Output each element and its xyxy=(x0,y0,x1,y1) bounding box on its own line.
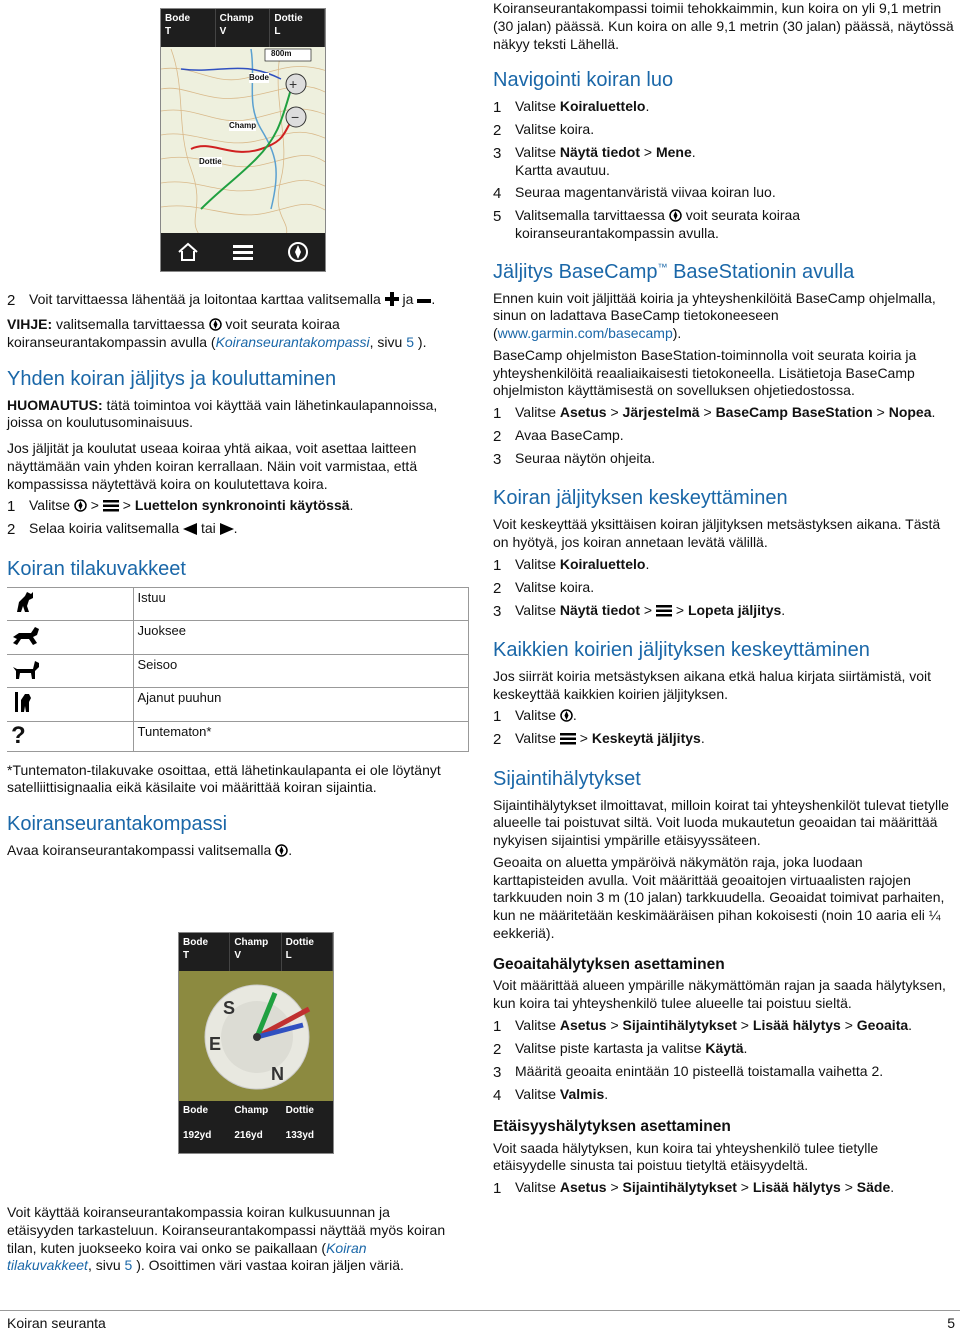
step-word: Valitse xyxy=(515,404,560,421)
step-number: 4 xyxy=(493,184,502,202)
separator: > xyxy=(606,1016,623,1033)
dog-name: Bode xyxy=(165,13,190,24)
step-number: 2 xyxy=(493,1040,502,1058)
step xyxy=(493,556,955,575)
para-text: , sivu xyxy=(87,1257,125,1274)
page-footer xyxy=(0,1310,960,1334)
step-word: tai xyxy=(200,520,216,537)
menu-icon xyxy=(103,499,119,512)
separator: > xyxy=(606,404,623,421)
separator: > xyxy=(872,404,889,421)
step-number: 4 xyxy=(493,1087,502,1104)
right-column xyxy=(493,0,955,1202)
dog-name: Champ xyxy=(219,13,254,24)
step-word: Valitse xyxy=(515,707,556,724)
step-text xyxy=(515,556,649,575)
paragraph: Sijaintihälytykset ilmoittavat, milloin koirat tai yhteyshenkilöt tulevat tietylle alueelle tai poistuvat siltä. Voit luoda mukautetun geoaidan tai määrittää nykyisen sijaintisi ympärille etäisyyssäteen. xyxy=(493,796,949,849)
paragraph: Voit keskeyttää yksittäisen koiran jäljityksen metsästyksen aikana. Tästä on hyötyä, jos koiran annetaan levätä välillä. xyxy=(493,516,941,550)
menu-item: Lisää hälytys xyxy=(752,1016,841,1033)
menu-item: Asetus xyxy=(559,404,607,421)
step-number: 1 xyxy=(493,556,502,574)
heading-part: BaseStationin avulla xyxy=(667,260,855,283)
step xyxy=(493,207,955,243)
step-text: Määritä geoaita enintään 10 pisteellä toistamalla vaihetta 2. xyxy=(515,1062,884,1079)
step xyxy=(7,520,455,539)
dog-dir: T xyxy=(165,26,172,37)
step xyxy=(493,121,955,140)
compass-icon xyxy=(669,209,682,222)
step-word: Valitse xyxy=(515,601,560,618)
menu-item: BaseCamp BaseStation xyxy=(715,404,873,421)
punct: . xyxy=(604,1086,609,1102)
menu-item: Koiraluettelo xyxy=(559,555,646,572)
step xyxy=(493,1086,955,1105)
compass-icon xyxy=(560,709,573,722)
para-text: ). Osoittimen väri vastaa koiran jäljen väriä. xyxy=(132,1257,404,1274)
tip-text: ). xyxy=(414,333,427,350)
link-status-icons[interactable]: Koiran tilakuvakkeet xyxy=(7,1239,367,1274)
step xyxy=(493,184,955,203)
distance-bar xyxy=(179,1101,333,1153)
distance-value: 216yd xyxy=(234,1129,263,1141)
dog-name: Champ xyxy=(234,1105,269,1116)
compass-distance-para: Koiranseurantakompassi toimii tehokkaimmin, kun koira on yli 9,1 metrin (30 jalan) päässä. Kun koira on alle 9,1 metrin (30 jalan) päässä, näytössä näkyy teksti Lähellä. xyxy=(493,0,954,52)
compass-para xyxy=(7,1204,455,1275)
dog-standing-icon xyxy=(11,657,41,681)
step xyxy=(493,602,955,621)
svg-text:+: + xyxy=(289,76,298,92)
menu-item: Valmis xyxy=(559,1086,605,1102)
dog-name: Dottie xyxy=(285,937,314,948)
step-number: 2 xyxy=(493,731,502,749)
table-row xyxy=(7,688,469,722)
punct: . xyxy=(700,730,705,747)
heading-stop-tracking: Koiran jäljityksen keskeyttäminen xyxy=(493,487,788,510)
paragraph xyxy=(493,290,955,343)
step-number: 1 xyxy=(493,1180,502,1198)
step-text: Avaa BaseCamp. xyxy=(515,427,624,444)
minus-icon xyxy=(417,296,431,306)
step-text xyxy=(515,1179,894,1198)
separator: > xyxy=(575,730,592,747)
dog-cell[interactable] xyxy=(282,933,333,971)
heading-single-dog: Yhden koiran jäljitys ja kouluttaminen xyxy=(7,367,337,390)
compass-letter: S xyxy=(223,998,236,1018)
dog-sitting-icon xyxy=(11,590,37,614)
link-page[interactable]: 5 xyxy=(124,1257,133,1274)
plus-icon xyxy=(385,292,399,306)
map-screenshot xyxy=(160,8,326,272)
step-number: 1 xyxy=(493,708,502,726)
dog-name: Bode xyxy=(183,1105,208,1116)
status-label: Istuu xyxy=(133,587,469,621)
dog-name: Dottie xyxy=(274,13,303,24)
home-icon[interactable] xyxy=(177,242,199,262)
dog-treed-icon xyxy=(11,690,37,714)
step-word: Valitse xyxy=(515,98,560,115)
menu-item: Asetus xyxy=(559,1179,607,1196)
tip-text: voit seurata koiraa koiranseurantakompassin avulla ( xyxy=(7,316,340,350)
heading-navigate: Navigointi koiran luo xyxy=(493,69,674,92)
step-number: 2 xyxy=(493,122,502,140)
step-number: 5 xyxy=(493,207,502,225)
step-word: Valitse xyxy=(515,555,560,572)
menu-item: Sijaintihälytykset xyxy=(622,1179,737,1196)
zoom-tail: ja xyxy=(402,291,414,307)
para-text: Voit käyttää koiranseurantakompassia koiran kulkusuunnan ja etäisyyden tarkasteluun. Koiranseurantakompassi näyttää myös koiran tilan, kuten juokseeko koira vai onko se paikallaan ( xyxy=(7,1204,446,1256)
tip-label: VIHJE: xyxy=(7,316,53,333)
step xyxy=(493,1040,955,1059)
step-text xyxy=(515,207,955,243)
menu-item: Lisää hälytys xyxy=(752,1179,841,1196)
separator: > xyxy=(640,601,656,618)
status-icon-cell xyxy=(7,688,133,722)
dog-cell[interactable] xyxy=(216,9,271,47)
step-text: Seuraa magentanväristä viivaa koiran luo. xyxy=(515,183,776,200)
punct: . xyxy=(908,1016,913,1033)
step-text: Valitse koira. xyxy=(515,121,595,138)
status-label: Seisoo xyxy=(133,654,469,688)
dog-cell[interactable] xyxy=(179,933,230,971)
para-text: Ennen kuin voit jäljittää koiria ja yhteyshenkilöitä BaseCamp ohjelmalla, sinun on ladattava BaseCamp tietokoneeseen ( xyxy=(493,289,936,342)
map-toolbar xyxy=(161,233,325,271)
footer-section: Koiran seuranta xyxy=(7,1315,106,1331)
step xyxy=(493,1179,955,1198)
zoom-text: Voit tarvittaessa lähentää ja loitontaa karttaa valitsemalla xyxy=(29,291,381,307)
step-text xyxy=(515,1040,747,1059)
status-label: Juoksee xyxy=(133,621,469,655)
dog-running-icon xyxy=(11,623,41,647)
dog-name: Bode xyxy=(183,937,208,948)
dog-dir: T xyxy=(183,950,190,961)
paragraph: BaseCamp ohjelmiston BaseStation-toiminnolla voit seurata koiria ja yhteyshenkilöitä reaaliaikaisesti tietokoneella. Lisätietoja BaseCamp ohjelmiston käyttämisestä on sovelluksen ohjetiedostossa. xyxy=(493,346,917,399)
heading-distance-alert: Etäisyyshälytyksen asettaminen xyxy=(493,1118,731,1136)
heading-basecamp xyxy=(493,261,955,284)
compass-icon xyxy=(275,844,288,857)
separator: > xyxy=(90,497,99,514)
separator: > xyxy=(699,404,716,421)
separator: > xyxy=(640,144,656,161)
step-text xyxy=(515,1086,608,1105)
paragraph: Jos jäljität ja koulutat useaa koiraa yhtä aikaa, voit asettaa laitteen näyttämään vain yhden koiran kerrallaan. Näin voit varmistaa, että kompassissa näytettävä koira on koulutettava koira. xyxy=(7,440,418,492)
compass-intro: Avaa koiranseurantakompassi valitsemalla . xyxy=(7,842,293,859)
menu-item: Lopeta jäljitys xyxy=(687,601,782,618)
menu-item: Geoaita xyxy=(856,1016,909,1033)
separator: > xyxy=(671,601,688,618)
unknown-icon: ? xyxy=(11,721,26,749)
distance-value: 192yd xyxy=(183,1129,212,1141)
separator: > xyxy=(736,1179,753,1196)
arrow-left-icon xyxy=(183,523,197,535)
status-table xyxy=(7,587,469,752)
status-note: *Tuntematon-tilakuvake osoittaa, että lähetinkaulapanta ei ole löytänyt satelliittisignaalia eikä käsilaite voi määrittää koiran sijaintia. xyxy=(7,761,441,796)
menu-item-sync: Luettelon synkronointi käytössä xyxy=(134,497,350,514)
step-number: 1 xyxy=(493,405,502,423)
step-word: Valitse xyxy=(515,730,556,747)
tip-text: , sivu xyxy=(369,333,407,350)
dog-header xyxy=(161,9,325,47)
step-number: 2 xyxy=(7,292,16,309)
heading-stop-all: Kaikkien koirien jäljityksen keskeyttäminen xyxy=(493,638,870,661)
step xyxy=(493,427,955,446)
step-text: Valitse > > Luettelon synkronointi käytössä. xyxy=(29,497,354,514)
step-number: 2 xyxy=(7,521,16,539)
dog-name: Dottie xyxy=(285,1105,314,1116)
compass-letter: N xyxy=(271,1064,284,1084)
dog-header xyxy=(179,933,333,971)
punct: . xyxy=(691,144,696,161)
step-number: 2 xyxy=(493,579,502,597)
step-number: 2 xyxy=(493,428,502,446)
step-text xyxy=(515,730,705,749)
heading-compass: Koiranseurantakompassi xyxy=(7,813,228,836)
paragraph: Voit määrittää alueen ympärille näkymättömän rajan ja saada hälytyksen, kun koira tai yhteyshenkilö tulee alueelle tai poistuu sieltä. xyxy=(493,977,946,1012)
menu-icon[interactable] xyxy=(232,243,254,261)
status-icon-cell xyxy=(7,621,133,655)
link-page[interactable]: 5 xyxy=(406,333,415,350)
step-word: Valitse xyxy=(515,144,560,161)
step-text xyxy=(515,98,649,117)
step-text xyxy=(515,602,785,621)
step-result: Kartta avautuu. xyxy=(515,162,610,179)
punct: . xyxy=(645,555,650,572)
zoom-step xyxy=(7,291,455,310)
menu-item: Asetus xyxy=(559,1016,607,1033)
separator: > xyxy=(606,1179,623,1196)
notice-text: tätä toimintoa voi käyttää vain lähetinkaulapannoissa, joissa on koulutusominaisuus. xyxy=(7,396,438,431)
step-number: 3 xyxy=(493,145,502,163)
punct: . xyxy=(743,1039,748,1056)
step-text xyxy=(29,520,238,539)
punct: . xyxy=(233,520,238,537)
punct: . xyxy=(572,707,577,724)
step-text: Valitse koira. xyxy=(515,578,595,595)
paragraph: Jos siirrät koiria metsästyksen aikana etkä halua kirjata siirtämistä, voit keskeyttää kaikkien koirien jäljityksen. xyxy=(493,667,932,702)
step xyxy=(493,98,955,117)
menu-item: Käytä xyxy=(705,1039,744,1056)
step-word: Valitse xyxy=(515,1016,560,1033)
tip-text: valitsemalla tarvittaessa xyxy=(52,316,205,333)
status-icon-cell xyxy=(7,654,133,688)
dog-name: Champ xyxy=(234,937,269,948)
table-row xyxy=(7,654,469,688)
status-label: Ajanut puuhun xyxy=(133,688,469,722)
step-number: 1 xyxy=(493,1017,502,1035)
step-text: Voit tarvittaessa lähentää ja loitontaa karttaa valitsemalla ja . xyxy=(29,291,436,307)
menu-item: Koiraluettelo xyxy=(559,98,646,115)
distance-cell[interactable] xyxy=(282,1101,333,1153)
status-icon-cell xyxy=(7,587,133,621)
step-word: Valitse xyxy=(29,497,70,514)
link-basecamp[interactable]: www.garmin.com/basecamp xyxy=(497,325,673,342)
status-label: Tuntematon* xyxy=(133,721,469,751)
intro-text: Avaa koiranseurantakompassi valitsemalla xyxy=(7,842,272,859)
compass-icon xyxy=(209,318,222,331)
menu-item: Mene xyxy=(655,144,692,161)
distance-cell[interactable] xyxy=(179,1101,230,1153)
heading-location-alerts: Sijaintihälytykset xyxy=(493,767,641,790)
step xyxy=(493,1063,955,1082)
step xyxy=(493,144,955,180)
menu-item: Säde xyxy=(856,1179,891,1196)
punct: . xyxy=(645,98,650,115)
menu-icon xyxy=(560,732,576,745)
heading-part: Jäljitys BaseCamp xyxy=(493,260,658,283)
map-dog-label: Champ xyxy=(229,121,257,130)
heading-status-icons: Koiran tilakuvakkeet xyxy=(7,557,186,580)
separator: > xyxy=(736,1016,753,1033)
step-word: voit seurata koiraa koiranseurantakompassin avulla. xyxy=(515,206,801,241)
step xyxy=(493,450,955,469)
step-word: Valitse xyxy=(515,1179,560,1196)
step-text xyxy=(515,144,696,180)
menu-item: Sijaintihälytykset xyxy=(622,1016,737,1033)
trademark: ™ xyxy=(657,261,668,273)
step-number: 1 xyxy=(493,99,502,117)
heading-geofence: Geoaitahälytyksen asettaminen xyxy=(493,955,725,973)
step xyxy=(493,404,955,423)
menu-item: Näytä tiedot xyxy=(559,144,640,161)
step-word: Selaa koiria valitsemalla xyxy=(29,520,180,537)
compass-letter: E xyxy=(209,1034,222,1054)
dog-cell[interactable] xyxy=(270,9,325,47)
notice xyxy=(7,397,455,433)
dog-dir: L xyxy=(274,26,281,37)
step-number: 3 xyxy=(493,1063,502,1081)
step xyxy=(493,707,955,726)
punct: . xyxy=(349,497,354,514)
punct: . xyxy=(781,601,786,618)
menu-item: Nopea xyxy=(888,404,932,421)
compass-screenshot xyxy=(178,932,334,1154)
step-number: 3 xyxy=(493,451,502,469)
step xyxy=(7,497,455,516)
menu-icon xyxy=(656,604,672,617)
step-word: Valitsemalla tarvittaessa xyxy=(515,206,665,223)
separator: > xyxy=(840,1016,857,1033)
map-dog-label: Bode xyxy=(249,73,269,82)
paragraph: Voit saada hälytyksen, kun koira tai yhteyshenkilö tulee tietylle etäisyydelle sinusta tai poistuu tietyltä etäisyydeltä. xyxy=(493,1139,879,1174)
scale-label: 800m xyxy=(271,49,292,58)
table-row xyxy=(7,621,469,655)
compass-icon[interactable] xyxy=(287,241,309,263)
dog-dir: L xyxy=(285,950,292,961)
step-number: 1 xyxy=(7,498,16,516)
table-row xyxy=(7,721,469,751)
step-number: 3 xyxy=(493,602,502,620)
step-word: Valitse xyxy=(515,1086,560,1102)
menu-item: Järjestelmä xyxy=(622,404,700,421)
map-dog-label: Dottie xyxy=(199,157,222,166)
separator: > xyxy=(840,1179,857,1196)
svg-text:−: − xyxy=(291,109,300,125)
dog-cell[interactable] xyxy=(161,9,216,47)
compass-icon xyxy=(74,499,87,512)
distance-value: 133yd xyxy=(285,1129,315,1141)
menu-item: Keskeytä jäljitys xyxy=(591,730,701,747)
arrow-right-icon xyxy=(220,523,234,535)
link-compass[interactable]: Koiranseurantakompassi xyxy=(215,333,370,350)
status-icon-cell xyxy=(7,721,133,751)
step-text xyxy=(515,1017,912,1036)
notice-label: HUOMAUTUS: xyxy=(7,396,103,413)
punct: . xyxy=(931,404,936,421)
page-number: 5 xyxy=(947,1315,955,1331)
dog-dir: V xyxy=(219,26,227,37)
menu-item: Näytä tiedot xyxy=(559,601,640,618)
punct: . xyxy=(890,1179,895,1196)
step-word: Valitse piste kartasta ja valitse xyxy=(515,1039,706,1056)
tip xyxy=(7,316,455,352)
para-text: ). xyxy=(672,325,682,342)
step-text xyxy=(515,404,935,423)
table-row xyxy=(7,587,469,621)
dog-cell[interactable] xyxy=(230,933,281,971)
dog-dir: V xyxy=(234,950,241,961)
distance-cell[interactable] xyxy=(230,1101,281,1153)
paragraph: Geoaita on aluetta ympäröivä näkymätön raja, joka luodaan karttapisteiden avulla. Voit määrittää geoaitojen virtuaalisten rajojen tarkkuuden noin 3 m (10 jalan) tarkkuudella. Geoaidat toimivat parhaiten, kun ne määritetään keskimääräisen pihan kokoisesti (noin 10 aaria eli ¼ eekkeriä). xyxy=(493,853,945,941)
step xyxy=(493,1017,955,1036)
step-text: Seuraa näytön ohjeita. xyxy=(515,450,656,467)
step-text xyxy=(515,707,577,726)
step xyxy=(493,730,955,749)
step xyxy=(493,579,955,598)
